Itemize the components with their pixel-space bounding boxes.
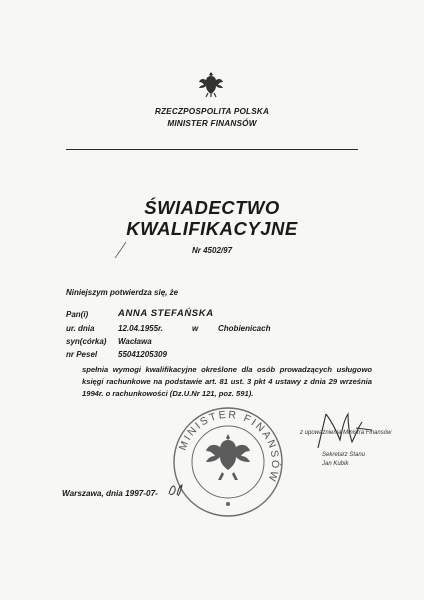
holder-name: ANNA STEFAŃSKA	[118, 308, 214, 319]
official-seal-stamp	[170, 404, 286, 520]
document-title-line2: KWALIFIKACYJNE	[126, 218, 298, 239]
qualification-statement: spełnia wymogi kwalifikacyjne określone dla osób prowadzących usługowo księgi rachunkowe na podstawie art. 81 ust. 3 pkt 4 ustawy z dnia 29 września 1994r. o rachunkowości (Dz.U.Nr 121, poz. 591).	[82, 365, 372, 398]
eagle-emblem-icon	[198, 70, 224, 98]
parent-label: syn(córka)	[66, 337, 107, 346]
country-name: RZECZPOSPOLITA POLSKA	[154, 107, 270, 116]
intro-text: Niniejszym potwierdza się, że	[66, 288, 179, 297]
pesel-value: 55041205309	[118, 350, 167, 359]
dob-value: 12.04.1955r.	[118, 324, 163, 333]
pesel-label: nr Pesel	[66, 350, 98, 359]
certificate-number: Nr 4502/97	[191, 246, 233, 255]
document-title-line1: ŚWIADECTWO	[144, 197, 280, 218]
seal-ring-text: MINISTER FINANSÓW	[176, 408, 282, 485]
place-and-date: Warszawa, dnia 1997-07-	[62, 489, 158, 498]
dob-label: ur. dnia	[66, 324, 95, 333]
header-divider	[66, 149, 358, 150]
pan-label: Pan(i)	[66, 310, 89, 319]
signature-authority: z upoważnienia Ministra Finansów	[300, 430, 392, 436]
birthplace-value: Chobienicach	[218, 324, 271, 333]
ministry-name: MINISTER FINANSÓW	[167, 119, 257, 128]
parent-value: Wacława	[118, 337, 152, 346]
signature-name: Jan Kubik	[322, 461, 349, 467]
signature-position: Sekretarz Stanu	[322, 452, 366, 458]
birthplace-label: w	[192, 324, 199, 333]
handwritten-day-mark	[166, 482, 184, 498]
